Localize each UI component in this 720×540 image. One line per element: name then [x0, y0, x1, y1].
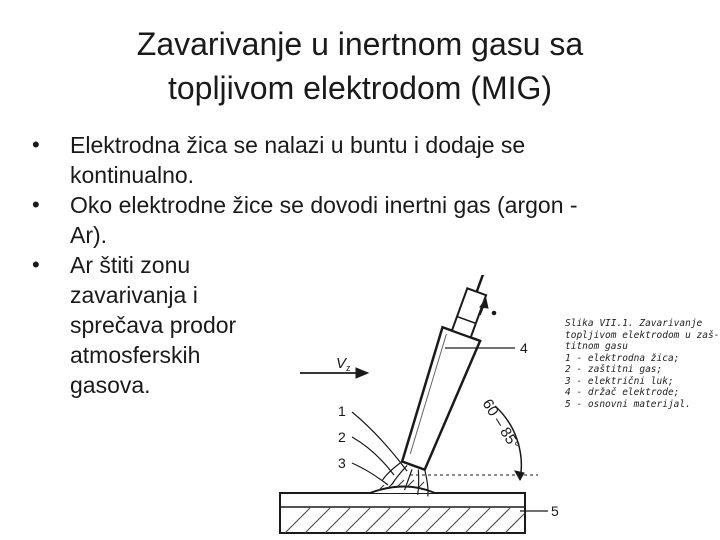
caption-heading-line: topljivom elektrodom u zaš- — [565, 329, 720, 341]
speed-subscript: z — [346, 363, 351, 373]
title-line-1: Zavarivanje u inertnom gasu sa — [136, 26, 584, 62]
bullet-line: • Ar štiti zonu — [70, 252, 191, 278]
nozzle-body — [395, 327, 480, 472]
bullet-line: zavarivanja i — [70, 282, 198, 308]
bullet-line: sprečava prodor — [70, 312, 237, 338]
speed-label: V — [336, 355, 347, 372]
label-1: 1 — [338, 403, 346, 419]
caption-heading-line: Slika VII.1. Zavarivanje — [565, 318, 703, 329]
bullet-item — [30, 130, 690, 190]
bullet-line: • Oko elektrodne žice se dovodi inertni gas (argon - — [70, 192, 578, 218]
bullet-line: • Elektrodna žica se nalazi u buntu i dodaje se — [70, 132, 526, 158]
caption-legend-item: 1 - elektrodna žica; — [565, 352, 680, 364]
label-2: 2 — [338, 429, 346, 445]
slide-title — [40, 22, 680, 110]
bullet-line: kontinualno. — [70, 162, 195, 188]
bullet-line: atmosferskih — [70, 342, 201, 368]
caption-heading-line: titnom gasu — [565, 341, 628, 352]
bullet-item — [30, 190, 690, 250]
caption-legend-item: 3 - električni luk; — [565, 375, 674, 387]
label-5: 5 — [551, 503, 559, 519]
figure-caption — [565, 318, 720, 410]
label-4: 4 — [520, 340, 528, 356]
caption-legend-item: 4 - držač elektrode; — [565, 387, 680, 398]
caption-legend-item: 5 - osnovni materijal. — [565, 398, 691, 410]
title-line-2: topljivom elektrodom (MIG) — [167, 70, 553, 106]
bullet-line: Ar). — [70, 222, 108, 248]
angle-label: 60 – 85° — [478, 396, 523, 453]
bullet-item — [30, 250, 310, 400]
label-3: 3 — [338, 455, 346, 471]
caption-legend-item: 2 - zaštitni gas; — [565, 364, 663, 375]
electrode-wire — [477, 275, 492, 292]
bullet-line: gasova. — [70, 372, 151, 398]
base-plate — [280, 493, 525, 533]
speed-arrow — [300, 368, 368, 378]
